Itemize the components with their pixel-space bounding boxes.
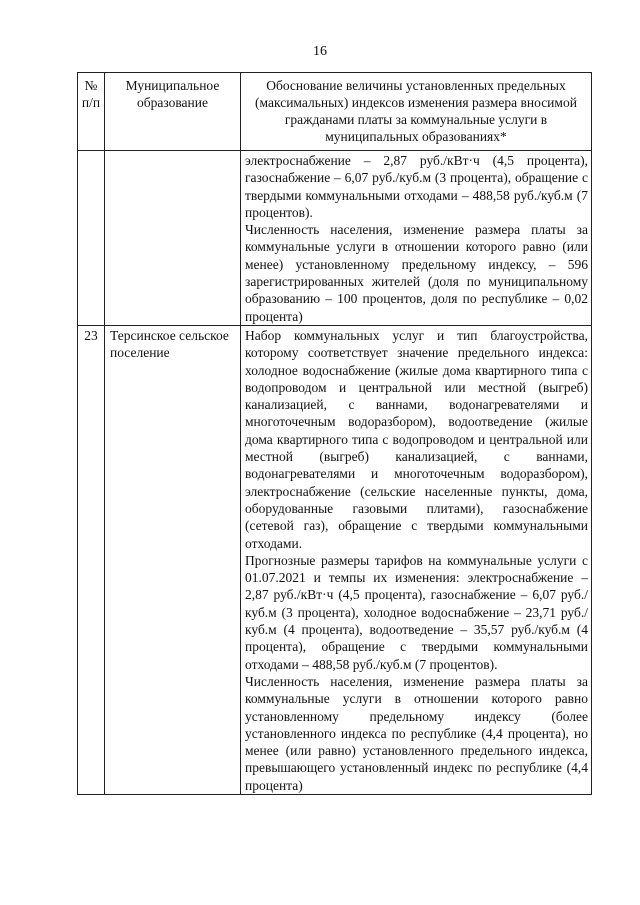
table-row <box>78 151 592 326</box>
justification-paragraph: Численность населения, изменение размера платы за коммунальные услуги в отношении которого равно установленному предельному индексу (более установленного индекса по республике (4,4 процента), но менее (или равно) установленного предельного индекса, превышающего установленный индекс по республике (4,4 процента) <box>245 673 588 793</box>
row-justification <box>241 325 592 794</box>
table-header-row <box>78 73 592 151</box>
row-municipality: Терсинское сельское поселение <box>105 325 241 794</box>
header-justification: Обоснование величины установленных предельных (максимальных) индексов изменения размера вносимой гражданами платы за коммунальные услуги в муниципальных образованиях* <box>241 73 592 151</box>
row-justification <box>241 151 592 326</box>
justification-paragraph: Набор коммунальных услуг и тип благоустройства, которому соответствует значение предельного индекса: холодное водоснабжение (жилые дома квартирного типа с водопроводом и центральной или местной (выгреб) канализацией, с ваннами, водонагревателями и многоточечным водоразбором), водоотведение (жилые дома квартирного типа с водопроводом и центральной или местной (выгреб) канализацией, с ваннами, водонагревателями и многоточечным водоразбором), электроснабжение (сельские населенные пункты, дома, оборудованные газовыми плитами), газоснабжение (сетевой газ), обращение с твердыми коммунальными отходами. <box>245 327 588 551</box>
justification-paragraph: Прогнозные размеры тарифов на коммунальные услуги с 01.07.2021 и темпы их изменения: электроснабжение – 2,87 руб./кВт·ч (4,5 процента), газоснабжение – 6,07 руб./куб.м (3 процента), холодное водоснабжение – 23,71 руб./куб.м (4 процента), водоотведение – 35,57 руб./куб.м (4 процента), обращение с твердыми коммунальными отходами – 488,58 руб./куб.м (7 процентов). <box>245 552 588 672</box>
justification-paragraph: Численность населения, изменение размера платы за коммунальные услуги в отношении которого равно (или менее) установленному предельному индексу, – 596 зарегистрированных жителей (доля по муниципальному образованию – 100 процентов, доля по республике – 0,02 процента) <box>245 222 588 324</box>
header-municipality: Муниципальное образование <box>105 73 241 151</box>
tariff-index-table <box>77 72 592 795</box>
table-row <box>78 325 592 794</box>
row-number <box>78 151 105 326</box>
page-number: 16 <box>313 44 327 59</box>
row-municipality <box>105 151 241 326</box>
header-number: № п/п <box>78 73 105 151</box>
row-number: 23 <box>78 325 105 794</box>
justification-paragraph: электроснабжение – 2,87 руб./кВт·ч (4,5 процента), газоснабжение – 6,07 руб./куб.м (3 процента), обращение с твердыми коммунальными отходами – 488,58 руб./куб.м (7 процентов). <box>245 153 588 220</box>
